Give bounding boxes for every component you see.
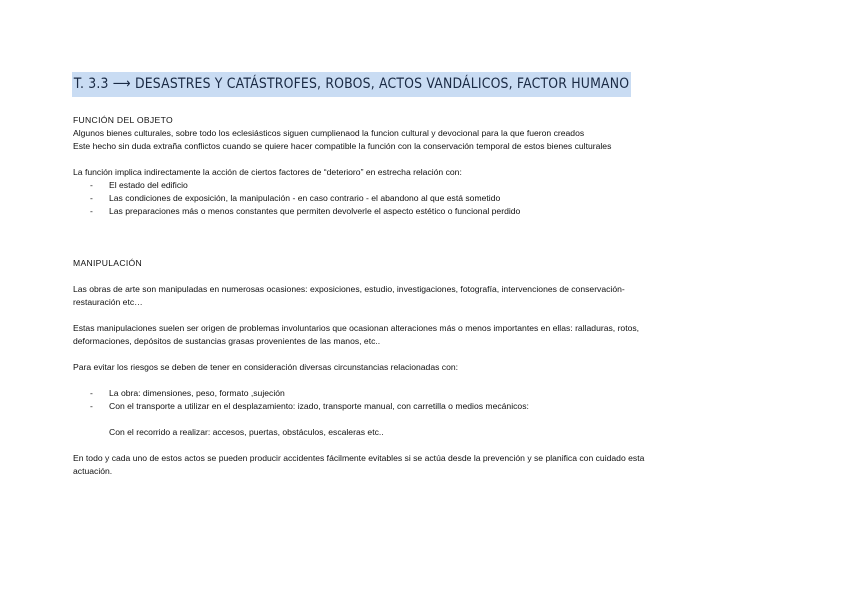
section-heading-funcion: FUNCIÓN DEL OBJETO (73, 115, 173, 125)
list-item: - Las preparaciones más o menos constantes que permiten devolverle el aspecto estético o funcional perdido (73, 205, 773, 218)
page-title: T. 3.3 ⟶ DESASTRES Y CATÁSTROFES, ROBOS, ACTOS VANDÁLICOS, FACTOR HUMANO (72, 72, 631, 97)
paragraph-line: deformaciones, depósitos de sustancias grasas provenientes de las manos, etc.. (73, 336, 381, 346)
paragraph-line: Algunos bienes culturales, sobre todo los eclesiásticos siguen cumplienaod la funcion cultural y devocional para la que fueron creados (73, 128, 585, 138)
bullet-list-funcion (73, 179, 773, 218)
paragraph-line: La función implica indirectamente la acción de ciertos factores de “deterioro” en estrecha relación con: (73, 167, 462, 177)
list-item: - Con el transporte a utilizar en el desplazamiento: izado, transporte manual, con carretilla o medios mecánicos: (73, 400, 773, 413)
paragraph-line: Estas manipulaciones suelen ser origen de problemas involuntarios que ocasionan alteraciones más o menos importantes en ellas: ralladuras, rotos, (73, 323, 640, 333)
section-heading-manipulacion: MANIPULACIÓN (73, 258, 143, 268)
paragraph-line: Con el recorrido a realizar: accesos, puertas, obstáculos, escaleras etc.. (109, 427, 384, 437)
list-item: - La obra: dimensiones, peso, formato ,sujeción (73, 387, 773, 400)
document-body (73, 114, 773, 478)
paragraph-line: Las obras de arte son manipuladas en numerosas ocasiones: exposiciones, estudio, investigaciones, fotografía, intervenciones de conservación- (73, 284, 625, 294)
paragraph-line: Para evitar los riesgos se deben de tener en consideración diversas circunstancias relacionadas con: (73, 362, 459, 372)
paragraph-line: Este hecho sin duda extraña conflictos cuando se quiere hacer compatible la función con la conservación temporal de estos bienes culturales (73, 141, 612, 151)
bullet-list-manipulacion (73, 387, 773, 413)
title-wrapper (72, 72, 722, 97)
list-item: - El estado del edificio (73, 179, 773, 192)
paragraph-line: actuación. (73, 466, 113, 476)
list-item: - Las condiciones de exposición, la manipulación - en caso contrario - el abandono al que está sometido (73, 192, 773, 205)
paragraph-line: En todo y cada uno de estos actos se pueden producir accidentes fácilmente evitables si se actúa desde la prevención y se planifica con cuidado esta (73, 453, 645, 463)
paragraph-line: restauración etc… (73, 297, 143, 307)
